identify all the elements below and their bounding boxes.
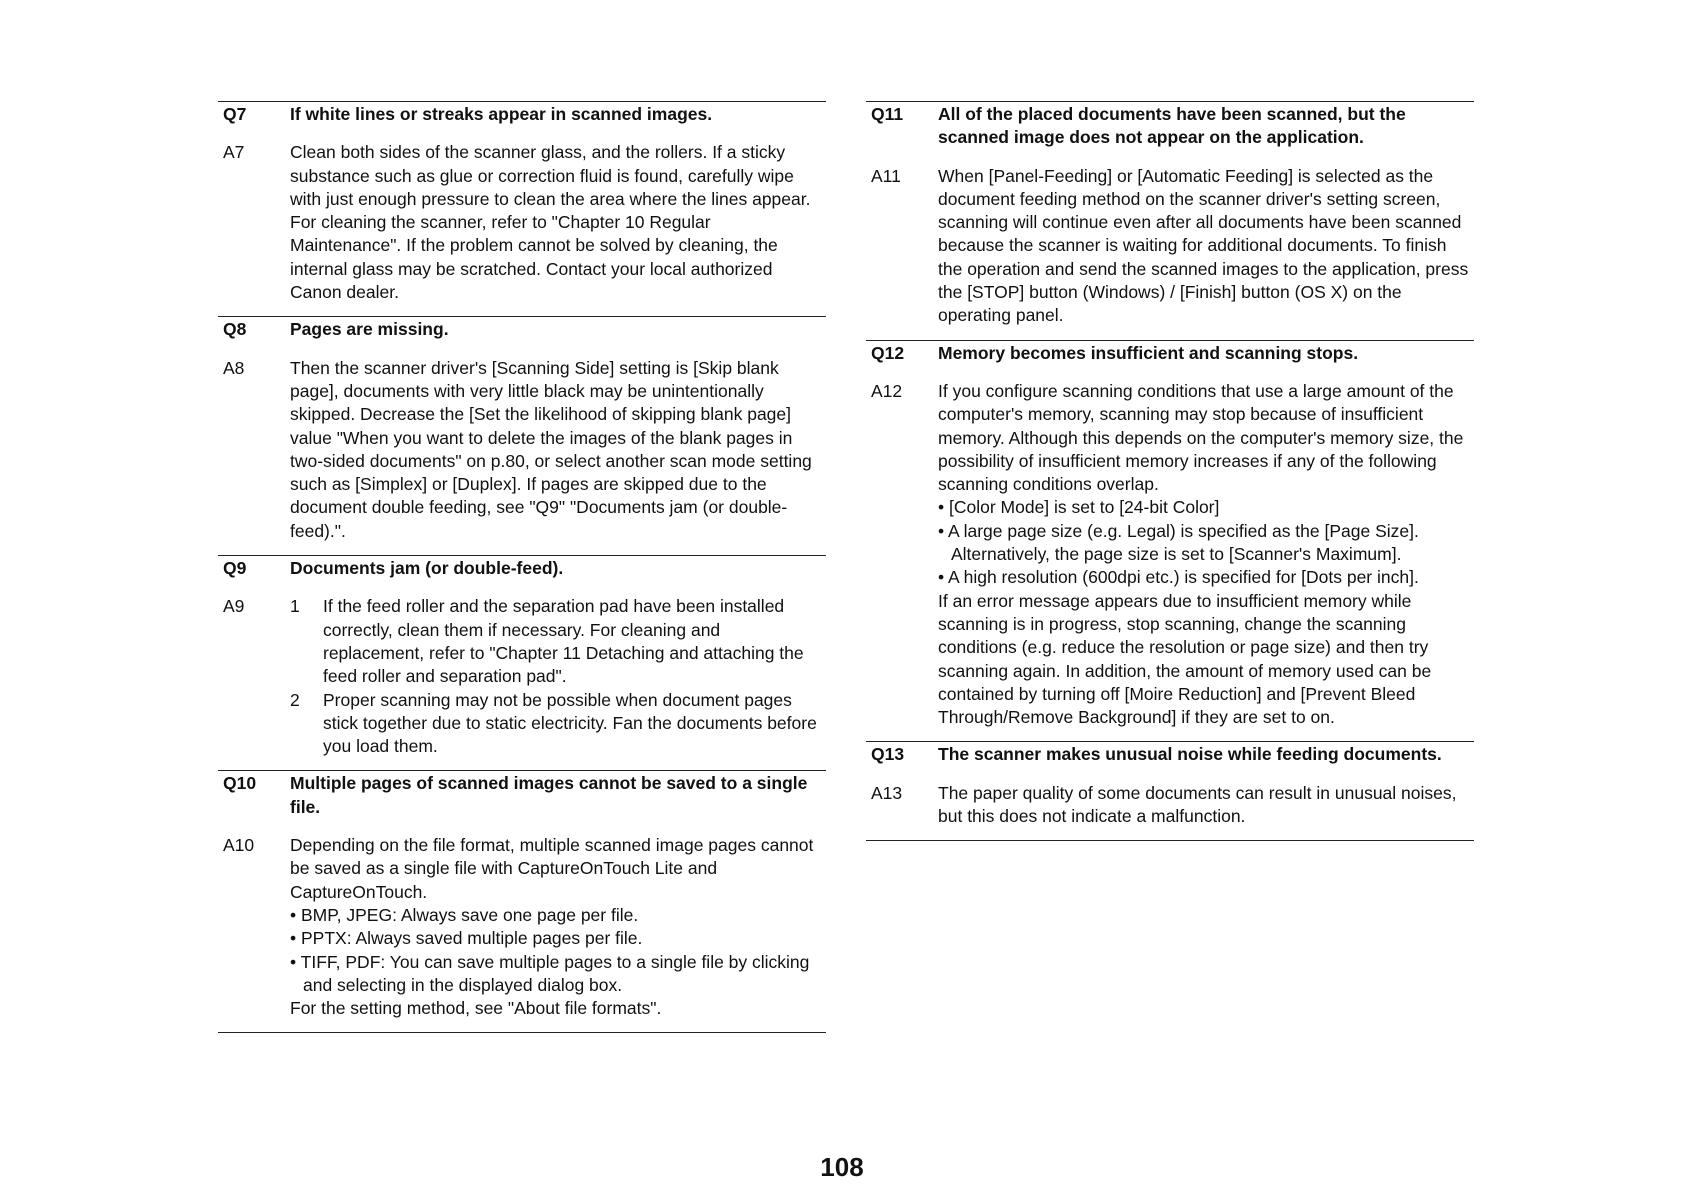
answer-row: [223, 141, 822, 304]
qa-block-q8: [218, 316, 826, 555]
answer-row: [871, 782, 1470, 829]
bullet-item: • TIFF, PDF: You can save multiple pages to a single file by clicking and selecting in the displayed dialog box.: [290, 951, 810, 995]
question-text: Pages are missing.: [290, 319, 449, 340]
qa-block-q11: [866, 101, 1474, 340]
question-label: Q11: [871, 104, 904, 124]
qa-block-q7: [218, 101, 826, 316]
question-text: Memory becomes insufficient and scanning stops.: [938, 342, 1359, 363]
answer-body: [290, 834, 822, 1020]
question-label: Q10: [223, 773, 257, 794]
qa-block-q12: [866, 340, 1474, 742]
answer-row: [223, 834, 822, 1020]
answer-label: A7: [223, 142, 245, 163]
right-column: [866, 101, 1474, 841]
question-label: Q12: [871, 342, 905, 363]
question-row: [871, 103, 1470, 150]
question-row: [871, 743, 1470, 766]
item-text: Proper scanning may not be possible when document pages stick together due to static electricity. Fan the documents before you load them.: [323, 689, 817, 757]
bullet-item: • A high resolution (600dpi etc.) is specified for [Dots per inch].: [938, 567, 1419, 588]
question-label: Q8: [223, 319, 247, 340]
question-row: [223, 772, 822, 819]
answer-text: If you configure scanning conditions that use a large amount of the computer's memory, scanning may stop because of insufficient memory. Although this depends on the computer's memory size, the possibility of insufficient memory increases if any of the following scanning conditions overlap.: [938, 380, 1464, 495]
answer-row: [223, 595, 822, 758]
answer-label: A11: [871, 165, 901, 186]
question-text: Multiple pages of scanned images cannot be saved to a single file.: [290, 773, 808, 817]
answer-label: A12: [871, 380, 903, 401]
numbered-item: [290, 689, 822, 759]
page-number: 108: [820, 1152, 864, 1182]
answer-text: When [Panel-Feeding] or [Automatic Feeding] is selected as the document feeding method on the scanner driver's setting screen, scanning will continue even after all documents have been scanned because the scanner is waiting for additional documents. To finish the operation and send the scanned images to the application, press the [STOP] button (Windows) / [Finish] button (OS X) on the operating panel.: [938, 165, 1469, 326]
numbered-item: [290, 595, 822, 688]
bullet-item: • A large page size (e.g. Legal) is specified as the [Page Size]. Alternatively, the page size is set to [Scanner's Maximum].: [938, 520, 1419, 565]
answer-text: Depending on the file format, multiple scanned image pages cannot be saved as a single file with CaptureOnTouch Lite and CaptureOnTouch.: [290, 835, 814, 902]
answer-text: The paper quality of some documents can result in unusual noises, but this does not indicate a malfunction.: [938, 782, 1457, 827]
question-text: All of the placed documents have been scanned, but the scanned image does not appear on the application.: [938, 104, 1406, 148]
answer-after-text: If an error message appears due to insufficient memory while scanning is in progress, stop scanning, change the scanning conditions (e.g. reduce the resolution or page size) and then try scanning again. In addition, the amount of memory used can be contained by turning off [Moire Reduction] and [Prevent Bleed Through/Remove Background] if they are set to on.: [938, 590, 1432, 728]
bullet-item: • [Color Mode] is set to [24-bit Color]: [938, 497, 1220, 518]
question-label: Q7: [223, 104, 247, 124]
bullet-item: • PPTX: Always saved multiple pages per file.: [290, 928, 643, 949]
item-number: 1: [290, 596, 300, 617]
answer-label: A8: [223, 357, 245, 378]
answer-row: [871, 380, 1470, 729]
question-label: Q9: [223, 558, 247, 579]
question-text: The scanner makes unusual noise while feeding documents.: [938, 744, 1442, 765]
answer-label: A13: [871, 782, 903, 803]
left-column: [218, 101, 826, 1033]
question-text: If white lines or streaks appear in scanned images.: [290, 104, 713, 124]
answer-row: [223, 357, 822, 543]
answer-row: [871, 165, 1470, 328]
answer-text: Clean both sides of the scanner glass, and the rollers. If a sticky substance such as glue or correction fluid is found, carefully wipe with just enough pressure to clean the area where the lines appear. For cleaning the scanner, refer to "Chapter 10 Regular Maintenance". If the problem cannot be solved by cleaning, the internal glass may be scratched. Contact your local authorized Canon dealer.: [290, 142, 811, 303]
question-row: [223, 318, 822, 341]
answer-after-text: For the setting method, see "About file formats".: [290, 998, 662, 1019]
item-number: 2: [290, 689, 300, 710]
bullet-item: • BMP, JPEG: Always save one page per file.: [290, 904, 639, 925]
question-row: [223, 103, 822, 126]
answer-label: A10: [223, 835, 255, 856]
question-row: [871, 342, 1470, 365]
qa-block-q9: [218, 555, 826, 770]
question-label: Q13: [871, 744, 905, 765]
answer-text: Then the scanner driver's [Scanning Side] setting is [Skip blank page], documents with very little black may be unintentionally skipped. Decrease the [Set the likelihood of skipping blank page] value "When you want to delete the images of the blank pages in two-sided documents" on p.80, or select another scan mode setting such as [Simplex] or [Duplex]. If pages are skipped due to the document double feeding, see "Q9" "Documents jam (or double-feed).".: [290, 357, 812, 541]
qa-block-q13: [866, 741, 1474, 841]
qa-block-q10: [218, 770, 826, 1033]
item-text: If the feed roller and the separation pad have been installed correctly, clean them if necessary. For cleaning and replacement, refer to "Chapter 11 Detaching and attaching the feed roller and separation pad".: [323, 596, 804, 687]
answer-body: [938, 380, 1470, 729]
question-text: Documents jam (or double-feed).: [290, 558, 564, 579]
answer-numbered-list: [290, 595, 822, 758]
answer-label: A9: [223, 596, 245, 617]
question-row: [223, 557, 822, 580]
